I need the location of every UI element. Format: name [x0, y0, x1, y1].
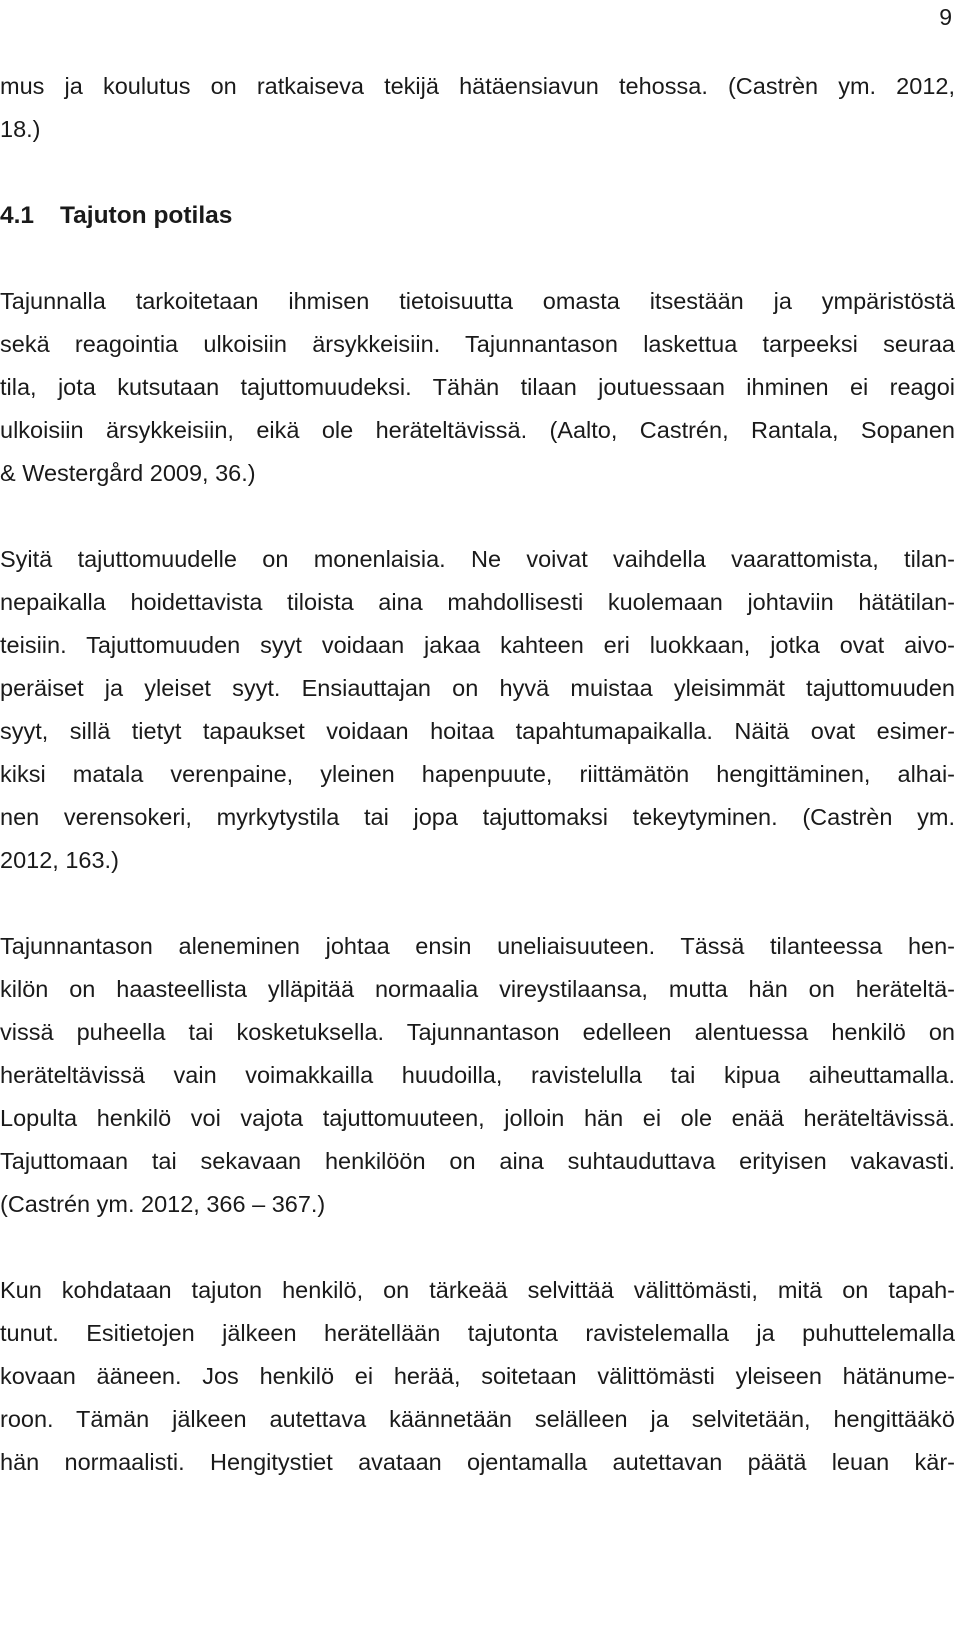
text-line: Tajunnantason aleneminen johtaa ensin uneliaisuuteen. Tässä tilanteessa hen- [0, 933, 955, 959]
text-line: teisiin. Tajuttomuuden syyt voidaan jakaa kahteen eri luokkaan, jotka ovat aivo- [0, 632, 955, 658]
section-heading [0, 194, 955, 237]
paragraph-gap [0, 237, 955, 280]
text-line: & Westergård 2009, 36.) [0, 460, 256, 486]
text-line: nepaikalla hoidettavista tiloista aina mahdollisesti kuolemaan johtaviin hätätilan- [0, 589, 955, 615]
text-line: mus ja koulutus on ratkaiseva tekijä hätäensiavun tehossa. (Castrèn ym. 2012, [0, 73, 955, 99]
text-line: kilön on haasteellista ylläpitää normaalia vireystilaansa, mutta hän on heräteltä- [0, 976, 955, 1002]
intro-paragraph [0, 65, 955, 151]
text-line: syyt, sillä tietyt tapaukset voidaan hoitaa tapahtumapaikalla. Näitä ovat esimer- [0, 718, 955, 744]
text-line: tila, jota kutsutaan tajuttomuudeksi. Tähän tilaan joutuessaan ihminen ei reagoi [0, 374, 955, 400]
paragraph-2 [0, 538, 955, 882]
text-line: Tajuttomaan tai sekavaan henkilöön on aina suhtauduttava erityisen vakavasti. [0, 1148, 955, 1174]
text-line: Kun kohdataan tajuton henkilö, on tärkeää selvittää välittömästi, mitä on tapah- [0, 1277, 955, 1303]
text-line: Tajunnalla tarkoitetaan ihmisen tietoisuutta omasta itsestään ja ympäristöstä [0, 288, 955, 314]
text-line: hän normaalisti. Hengitystiet avataan ojentamalla autettavan päätä leuan kär- [0, 1449, 955, 1475]
paragraph-4 [0, 1269, 955, 1484]
text-line: (Castrén ym. 2012, 366 – 367.) [0, 1191, 326, 1217]
page-number: 9 [939, 4, 952, 30]
section-number: 4.1 [0, 202, 35, 229]
text-line: peräiset ja yleiset syyt. Ensiauttajan on hyvä muistaa yleisimmät tajuttomuuden [0, 675, 955, 701]
paragraph-gap [0, 1226, 955, 1269]
text-line: vissä puheella tai kosketuksella. Tajunnantason edelleen alentuessa henkilö on [0, 1019, 955, 1045]
paragraph-1 [0, 280, 955, 495]
text-line: 2012, 163.) [0, 847, 119, 873]
paragraph-gap [0, 882, 955, 925]
text-line: Syitä tajuttomuudelle on monenlaisia. Ne voivat vaihdella vaarattomista, tilan- [0, 546, 955, 572]
section-title: Tajuton potilas [60, 202, 233, 229]
paragraph-gap [0, 495, 955, 538]
text-line: roon. Tämän jälkeen autettava käännetään selälleen ja selvitetään, hengittääkö [0, 1406, 955, 1432]
text-line: Lopulta henkilö voi vajota tajuttomuuteen, jolloin hän ei ole enää heräteltävissä. [0, 1105, 955, 1131]
text-line: nen verensokeri, myrkytystila tai jopa tajuttomaksi tekeytyminen. (Castrèn ym. [0, 804, 955, 830]
text-line: tunut. Esitietojen jälkeen herätellään tajutonta ravistelemalla ja puhuttelemalla [0, 1320, 955, 1346]
paragraph-gap [0, 151, 955, 194]
text-line: ulkoisiin ärsykkeisiin, eikä ole heräteltävissä. (Aalto, Castrén, Rantala, Sopanen [0, 417, 955, 443]
text-line: kovaan ääneen. Jos henkilö ei herää, soitetaan välittömästi yleiseen hätänume- [0, 1363, 955, 1389]
text-line: sekä reagointia ulkoisiin ärsykkeisiin. Tajunnantason laskettua tarpeeksi seuraa [0, 331, 955, 357]
text-line: 18.) [0, 116, 41, 142]
document-body [0, 65, 955, 1484]
text-line: heräteltävissä vain voimakkailla huudoilla, ravistelulla tai kipua aiheuttamalla. [0, 1062, 955, 1088]
text-line: kiksi matala verenpaine, yleinen hapenpuute, riittämätön hengittäminen, alhai- [0, 761, 955, 787]
paragraph-3 [0, 925, 955, 1226]
